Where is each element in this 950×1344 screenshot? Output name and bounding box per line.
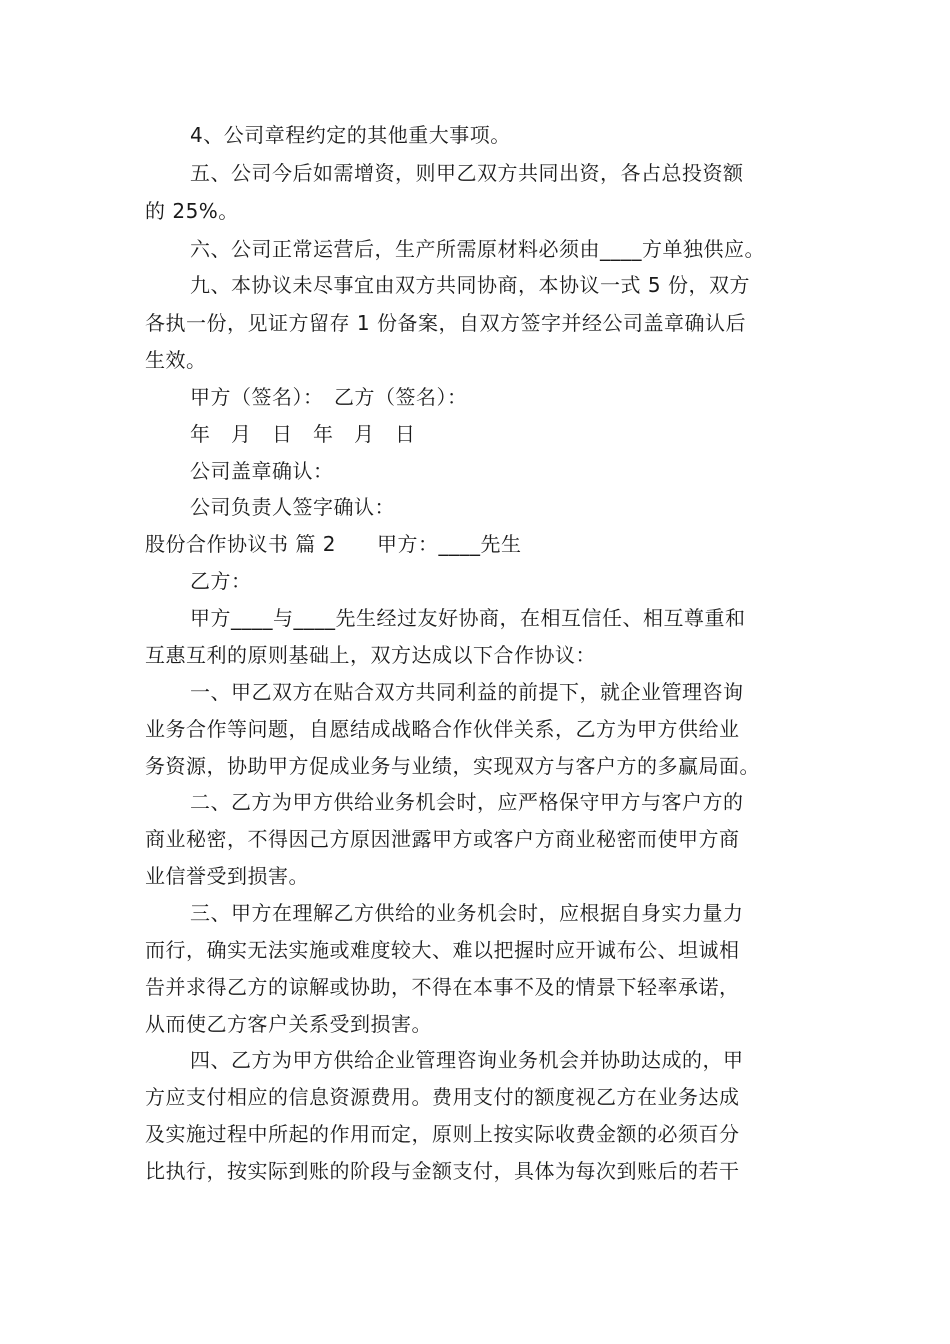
section-heading: 股份合作协议书 篇 2 甲方：____先生	[145, 532, 522, 556]
signature-line: 甲方（签名）： 乙方（签名）：	[190, 385, 468, 409]
text-line: 业信誉受到损害。	[145, 864, 309, 888]
text-line: 从而使乙方客户关系受到损害。	[145, 1012, 432, 1036]
text-line: 生效。	[145, 348, 207, 372]
text-line: 一、甲乙双方在贴合双方共同利益的前提下，就企业管理咨询	[190, 680, 744, 704]
text-line: 的 25%。	[145, 199, 239, 223]
text-line: 六、公司正常运营后，生产所需原材料必须由____方单独供应。	[190, 237, 765, 261]
text-line: 各执一份，见证方留存 1 份备案，自双方签字并经公司盖章确认后	[145, 311, 746, 335]
text-line: 四、乙方为甲方供给企业管理咨询业务机会并协助达成的，甲	[190, 1048, 744, 1072]
text-line: 商业秘密，不得因己方原因泄露甲方或客户方商业秘密而使甲方商	[145, 827, 740, 851]
text-line: 而行，确实无法实施或难度较大、难以把握时应开诚布公、坦诚相	[145, 938, 740, 962]
text-line: 告并求得乙方的谅解或协助，不得在本事不及的情景下轻率承诺，	[145, 975, 740, 999]
text-line: 4、公司章程约定的其他重大事项。	[190, 123, 511, 147]
text-line: 公司盖章确认：	[190, 459, 334, 483]
text-line: 五、公司今后如需增资，则甲乙双方共同出资，各占总投资额	[190, 161, 744, 185]
text-line: 公司负责人签字确认：	[190, 495, 395, 519]
text-line: 乙方：	[190, 569, 252, 593]
text-line: 务资源，协助甲方促成业务与业绩，实现双方与客户方的多赢局面。	[145, 754, 760, 778]
text-line: 甲方____与____先生经过友好协商，在相互信任、相互尊重和	[190, 606, 746, 630]
text-line: 比执行，按实际到账的阶段与金额支付，具体为每次到账后的若干	[145, 1159, 740, 1183]
text-line: 九、本协议未尽事宜由双方共同协商，本协议一式 5 份，双方	[190, 273, 750, 297]
date-line: 年 月 日 年 月 日	[190, 422, 416, 446]
text-line: 业务合作等问题，自愿结成战略合作伙伴关系，乙方为甲方供给业	[145, 717, 740, 741]
text-line: 互惠互利的原则基础上，双方达成以下合作协议：	[145, 643, 596, 667]
text-line: 二、乙方为甲方供给业务机会时，应严格保守甲方与客户方的	[190, 790, 744, 814]
text-line: 三、甲方在理解乙方供给的业务机会时，应根据自身实力量力	[190, 901, 744, 925]
text-line: 方应支付相应的信息资源费用。费用支付的额度视乙方在业务达成	[145, 1085, 740, 1109]
text-line: 及实施过程中所起的作用而定，原则上按实际收费金额的必须百分	[145, 1122, 740, 1146]
